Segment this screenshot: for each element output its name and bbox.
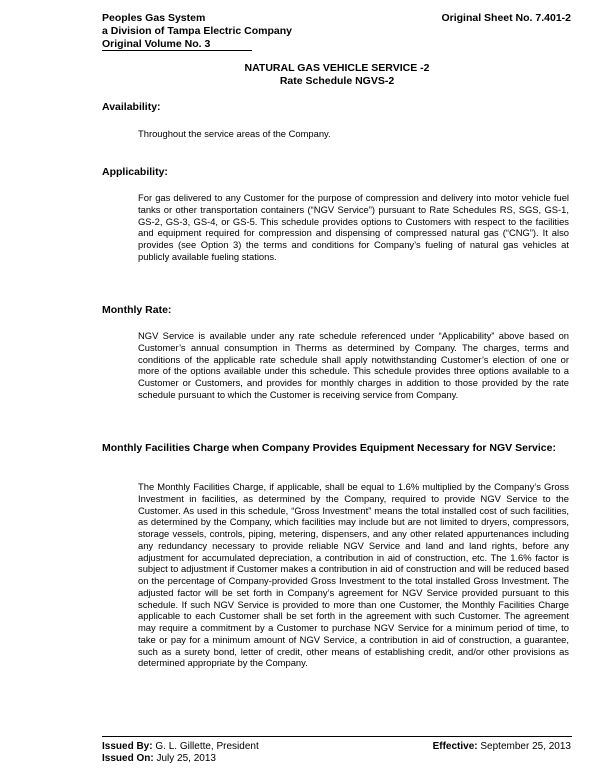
title-line-2: Rate Schedule NGVS-2 <box>279 75 395 87</box>
sheet-number: Original Sheet No. 7.401-2 <box>441 12 571 24</box>
header-underline <box>102 50 252 51</box>
issuance-info <box>102 741 259 765</box>
monthly-rate-text: NGV Service is available under any rate schedule referenced under “Applicability” above based on Customer’s annual consumption in Therms as determined by Company. The charges, terms and conditions of the applicable rate schedule shall apply notwithstanding Customer’s election of one or more of the options available under this schedule. This schedule provides three options available to a Customer or Customers, and provides for monthly charges in addition to those provided by the rate schedule pursuant to which the Customer is receiving service from Company. <box>138 330 569 400</box>
issued-by-row <box>102 741 259 753</box>
company-name: Peoples Gas System <box>102 12 206 24</box>
issued-by-label: Issued By: <box>102 741 153 752</box>
monthly-rate-heading: Monthly Rate: <box>102 304 172 316</box>
facilities-charge-heading: Monthly Facilities Charge when Company Provides Equipment Necessary for NGV Service: <box>102 442 556 454</box>
facilities-charge-text: The Monthly Facilities Charge, if applicable, shall be equal to 1.6% multiplied by the Company’s Gross Investment in facilities, as determined by the Company, required to provide NGV Service to the Customer. As used in this schedule, “Gross Investment” means the total installed cost of such facilities, as determined by the Company, which facilities may include but are not limited to dryers, compressors, storage vessels, controls, piping, metering, dispensers, and any other related appurtenances including any redundancy necessary to provide reliable NGV Service and land and land rights, before any adjustment for accumulated depreciation, a contribution in aid of construction, etc. The 1.6% factor is subject to adjustment if Customer makes a contribution in aid of construction and will be reduced based on the percentage of Company-provided Gross Investment to the total installed Gross Investment. The adjusted factor will be set forth in Company’s agreement for NGV Service provided pursuant to this schedule. If such NGV Service is provided to more than one Customer, the Monthly Facilities Charge applicable to each Customer shall be set forth in the agreement with such Customer. The agreement may require a commitment by a Customer to purchase NGV Service for a minimum period of time, to take or pay for a minimum amount of NGV Service, a contribution in aid of construction, a guarantee, such as a surety bond, letter of credit, other means of establishing credit, and/or other provisions as determined appropriate by the Company. <box>138 481 569 669</box>
issued-on-value: July 25, 2013 <box>156 753 216 764</box>
title-line-1: NATURAL GAS VEHICLE SERVICE -2 <box>244 62 430 74</box>
footer-rule <box>102 736 572 737</box>
issued-on-label: Issued On: <box>102 753 154 764</box>
effective-value: September 25, 2013 <box>480 741 571 752</box>
issued-on-row <box>102 753 259 765</box>
applicability-heading: Applicability: <box>102 166 168 178</box>
applicability-text: For gas delivered to any Customer for the purpose of compression and delivery into motor vehicle fuel tanks or other transportation containers (“NGV Service”) pursuant to Rate Schedules RS, SGS, GS-1, GS-2, GS-3, GS-4, or GS-5. This schedule provides options to Customers with respect to the facilities and equipment required for compression and dispensing of compressed natural gas (“CNG”). It also provides (see Option 3) the terms and conditions for Company’s fueling of natural gas vehicles at publicly available fueling stations. <box>138 192 569 262</box>
document-title <box>102 62 572 88</box>
effective-label: Effective: <box>432 741 478 752</box>
availability-text: Throughout the service areas of the Company. <box>138 128 331 139</box>
availability-heading: Availability: <box>102 101 161 113</box>
effective-info <box>433 741 571 753</box>
volume-number: Original Volume No. 3 <box>102 38 211 50</box>
company-division: a Division of Tampa Electric Company <box>102 25 293 37</box>
company-header <box>102 12 292 51</box>
issued-by-value: G. L. Gillette, President <box>155 741 259 752</box>
